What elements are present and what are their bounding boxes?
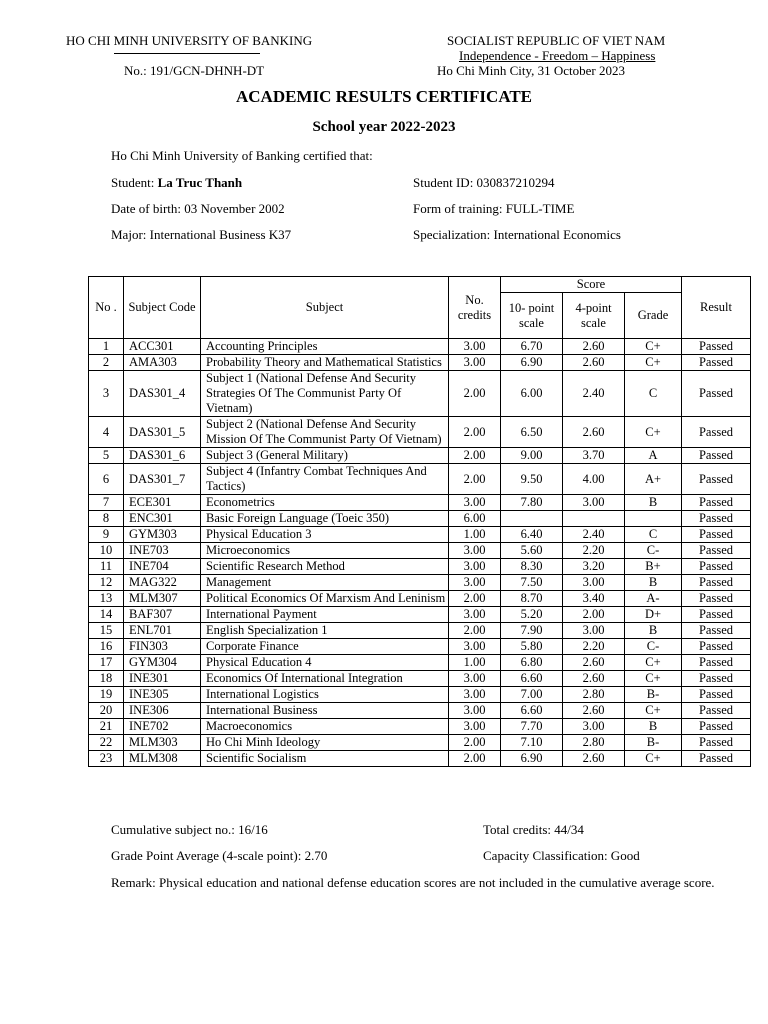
row-subject-code: DAS301_6 xyxy=(124,448,201,464)
row-grade: C+ xyxy=(625,751,682,767)
row-no: 6 xyxy=(89,464,124,495)
row-credits: 3.00 xyxy=(449,543,501,559)
row-10-point: 6.90 xyxy=(501,355,563,371)
row-10-point: 5.80 xyxy=(501,639,563,655)
row-credits: 2.00 xyxy=(449,623,501,639)
row-no: 23 xyxy=(89,751,124,767)
row-4-point: 3.00 xyxy=(563,495,625,511)
table-row xyxy=(89,751,751,767)
row-result: Passed xyxy=(682,751,751,767)
date-of-birth: Date of birth: 03 November 2002 xyxy=(111,201,285,216)
row-result: Passed xyxy=(682,464,751,495)
row-grade: C+ xyxy=(625,655,682,671)
table-row xyxy=(89,607,751,623)
school-year: School year 2022-2023 xyxy=(312,119,456,135)
row-credits: 2.00 xyxy=(449,417,501,448)
student-name: La Truc Thanh xyxy=(157,175,243,190)
table-row xyxy=(89,527,751,543)
table-row xyxy=(89,417,751,448)
capacity-classification: Capacity Classification: Good xyxy=(483,848,640,863)
row-grade: D+ xyxy=(625,607,682,623)
row-4-point: 3.00 xyxy=(563,623,625,639)
row-4-point: 2.60 xyxy=(563,417,625,448)
row-4-point: 2.60 xyxy=(563,655,625,671)
row-subject: Corporate Finance xyxy=(201,639,449,655)
row-subject: Scientific Socialism xyxy=(201,751,449,767)
row-grade: C+ xyxy=(625,671,682,687)
row-result: Passed xyxy=(682,607,751,623)
row-subject-code: ENC301 xyxy=(124,511,201,527)
row-10-point: 6.40 xyxy=(501,527,563,543)
row-credits: 3.00 xyxy=(449,703,501,719)
row-subject: International Logistics xyxy=(201,687,449,703)
row-no: 20 xyxy=(89,703,124,719)
row-10-point: 5.60 xyxy=(501,543,563,559)
row-result: Passed xyxy=(682,687,751,703)
row-subject-code: DAS301_7 xyxy=(124,464,201,495)
row-no: 10 xyxy=(89,543,124,559)
row-subject: Probability Theory and Mathematical Statistics xyxy=(201,355,449,371)
row-subject-code: ENL701 xyxy=(124,623,201,639)
row-subject: Physical Education 4 xyxy=(201,655,449,671)
row-grade: B xyxy=(625,719,682,735)
row-subject-code: INE306 xyxy=(124,703,201,719)
row-credits: 3.00 xyxy=(449,671,501,687)
row-grade: C- xyxy=(625,639,682,655)
table-row xyxy=(89,655,751,671)
table-row xyxy=(89,703,751,719)
row-no: 12 xyxy=(89,575,124,591)
row-subject: Scientific Research Method xyxy=(201,559,449,575)
row-subject: Subject 4 (Infantry Combat Techniques And Tactics) xyxy=(201,464,449,495)
document-number: No.: 191/GCN-DHNH-DT xyxy=(124,63,265,78)
row-no: 17 xyxy=(89,655,124,671)
header-4-point: 4-point scale xyxy=(563,293,625,339)
table-row xyxy=(89,511,751,527)
student-name-line xyxy=(111,175,242,191)
form-of-training: Form of training: FULL-TIME xyxy=(413,201,575,216)
row-subject: Ho Chi Minh Ideology xyxy=(201,735,449,751)
row-subject-code: DAS301_5 xyxy=(124,417,201,448)
major: Major: International Business K37 xyxy=(111,227,292,242)
row-subject: Microeconomics xyxy=(201,543,449,559)
row-10-point: 6.50 xyxy=(501,417,563,448)
table-row xyxy=(89,495,751,511)
row-10-point: 6.80 xyxy=(501,655,563,671)
row-result: Passed xyxy=(682,355,751,371)
row-10-point: 6.70 xyxy=(501,339,563,355)
row-no: 11 xyxy=(89,559,124,575)
row-no: 14 xyxy=(89,607,124,623)
row-subject-code: GYM303 xyxy=(124,527,201,543)
row-subject: Physical Education 3 xyxy=(201,527,449,543)
row-10-point: 7.70 xyxy=(501,719,563,735)
row-10-point: 7.90 xyxy=(501,623,563,639)
row-subject-code: INE301 xyxy=(124,671,201,687)
row-no: 1 xyxy=(89,339,124,355)
row-credits: 2.00 xyxy=(449,591,501,607)
certificate-title: ACADEMIC RESULTS CERTIFICATE xyxy=(235,87,533,106)
row-4-point xyxy=(563,511,625,527)
row-subject-code: MAG322 xyxy=(124,575,201,591)
row-result: Passed xyxy=(682,623,751,639)
row-subject-code: INE305 xyxy=(124,687,201,703)
row-4-point: 3.70 xyxy=(563,448,625,464)
row-10-point: 7.80 xyxy=(501,495,563,511)
row-10-point: 8.70 xyxy=(501,591,563,607)
row-no: 13 xyxy=(89,591,124,607)
row-result: Passed xyxy=(682,371,751,417)
row-subject-code: GYM304 xyxy=(124,655,201,671)
row-result: Passed xyxy=(682,719,751,735)
row-subject: Basic Foreign Language (Toeic 350) xyxy=(201,511,449,527)
total-credits: Total credits: 44/34 xyxy=(483,822,584,837)
row-result: Passed xyxy=(682,495,751,511)
row-10-point xyxy=(501,511,563,527)
row-result: Passed xyxy=(682,448,751,464)
table-row xyxy=(89,575,751,591)
row-credits: 2.00 xyxy=(449,735,501,751)
table-row xyxy=(89,464,751,495)
row-grade: A xyxy=(625,448,682,464)
row-grade xyxy=(625,511,682,527)
row-credits: 3.00 xyxy=(449,607,501,623)
header-no: No . xyxy=(89,277,124,339)
row-credits: 3.00 xyxy=(449,355,501,371)
certified-text: Ho Chi Minh University of Banking certified that: xyxy=(111,148,373,163)
row-credits: 1.00 xyxy=(449,655,501,671)
row-subject-code: INE704 xyxy=(124,559,201,575)
row-no: 19 xyxy=(89,687,124,703)
row-result: Passed xyxy=(682,575,751,591)
row-result: Passed xyxy=(682,417,751,448)
row-grade: C+ xyxy=(625,417,682,448)
row-4-point: 3.00 xyxy=(563,719,625,735)
row-subject: Subject 3 (General Military) xyxy=(201,448,449,464)
row-4-point: 3.00 xyxy=(563,575,625,591)
table-row xyxy=(89,339,751,355)
row-subject: Accounting Principles xyxy=(201,339,449,355)
row-4-point: 2.40 xyxy=(563,371,625,417)
row-result: Passed xyxy=(682,639,751,655)
row-4-point: 3.40 xyxy=(563,591,625,607)
table-row xyxy=(89,639,751,655)
header-result: Result xyxy=(682,277,751,339)
university-name: HO CHI MINH UNIVERSITY OF BANKING xyxy=(66,33,313,48)
header-grade: Grade xyxy=(625,293,682,339)
row-10-point: 9.00 xyxy=(501,448,563,464)
row-subject-code: AMA303 xyxy=(124,355,201,371)
cumulative-subjects: Cumulative subject no.: 16/16 xyxy=(111,822,268,837)
row-subject: International Payment xyxy=(201,607,449,623)
row-no: 4 xyxy=(89,417,124,448)
table-row xyxy=(89,448,751,464)
row-10-point: 6.60 xyxy=(501,703,563,719)
row-subject-code: INE702 xyxy=(124,719,201,735)
results-body xyxy=(89,339,751,767)
row-10-point: 6.00 xyxy=(501,371,563,417)
row-10-point: 6.60 xyxy=(501,671,563,687)
row-subject: International Business xyxy=(201,703,449,719)
row-10-point: 9.50 xyxy=(501,464,563,495)
table-row xyxy=(89,735,751,751)
row-grade: C+ xyxy=(625,339,682,355)
row-result: Passed xyxy=(682,591,751,607)
row-4-point: 2.80 xyxy=(563,735,625,751)
republic-name: SOCIALIST REPUBLIC OF VIET NAM xyxy=(447,33,666,48)
row-grade: C+ xyxy=(625,355,682,371)
row-no: 8 xyxy=(89,511,124,527)
row-result: Passed xyxy=(682,511,751,527)
row-4-point: 2.60 xyxy=(563,355,625,371)
row-grade: B xyxy=(625,575,682,591)
row-no: 16 xyxy=(89,639,124,655)
row-credits: 3.00 xyxy=(449,339,501,355)
row-grade: C xyxy=(625,371,682,417)
row-4-point: 3.20 xyxy=(563,559,625,575)
row-credits: 1.00 xyxy=(449,527,501,543)
results-table xyxy=(88,276,751,767)
table-row xyxy=(89,687,751,703)
row-4-point: 2.00 xyxy=(563,607,625,623)
row-no: 3 xyxy=(89,371,124,417)
row-subject-code: MLM303 xyxy=(124,735,201,751)
row-result: Passed xyxy=(682,703,751,719)
header-subject: Subject xyxy=(201,277,449,339)
row-no: 15 xyxy=(89,623,124,639)
remark: Remark: Physical education and national defense education scores are not included in the cumulative average score. xyxy=(111,875,715,890)
row-result: Passed xyxy=(682,339,751,355)
specialization: Specialization: International Economics xyxy=(413,227,621,242)
row-4-point: 2.40 xyxy=(563,527,625,543)
header-subject-code: Subject Code xyxy=(124,277,201,339)
row-4-point: 2.20 xyxy=(563,543,625,559)
row-4-point: 2.60 xyxy=(563,703,625,719)
row-grade: A+ xyxy=(625,464,682,495)
row-no: 9 xyxy=(89,527,124,543)
row-grade: C xyxy=(625,527,682,543)
row-grade: C+ xyxy=(625,703,682,719)
row-subject-code: INE703 xyxy=(124,543,201,559)
row-result: Passed xyxy=(682,527,751,543)
table-row xyxy=(89,543,751,559)
table-row xyxy=(89,371,751,417)
row-subject: Political Economics Of Marxism And Leninism xyxy=(201,591,449,607)
row-subject-code: BAF307 xyxy=(124,607,201,623)
student-id: Student ID: 030837210294 xyxy=(413,175,555,190)
row-subject: Subject 1 (National Defense And Security Strategies Of The Communist Party Of Vietnam) xyxy=(201,371,449,417)
row-10-point: 8.30 xyxy=(501,559,563,575)
row-no: 5 xyxy=(89,448,124,464)
row-credits: 6.00 xyxy=(449,511,501,527)
table-row xyxy=(89,559,751,575)
row-credits: 3.00 xyxy=(449,687,501,703)
row-4-point: 2.60 xyxy=(563,751,625,767)
row-no: 2 xyxy=(89,355,124,371)
table-row xyxy=(89,671,751,687)
row-4-point: 2.80 xyxy=(563,687,625,703)
row-10-point: 7.00 xyxy=(501,687,563,703)
row-result: Passed xyxy=(682,655,751,671)
row-no: 7 xyxy=(89,495,124,511)
row-subject: Economics Of International Integration xyxy=(201,671,449,687)
row-grade: C- xyxy=(625,543,682,559)
header-score: Score xyxy=(501,277,682,293)
row-4-point: 4.00 xyxy=(563,464,625,495)
row-grade: A- xyxy=(625,591,682,607)
row-credits: 2.00 xyxy=(449,448,501,464)
table-row xyxy=(89,355,751,371)
row-subject-code: ACC301 xyxy=(124,339,201,355)
row-subject: Macroeconomics xyxy=(201,719,449,735)
row-subject: English Specialization 1 xyxy=(201,623,449,639)
place-date: Ho Chi Minh City, 31 October 2023 xyxy=(437,63,626,78)
row-credits: 3.00 xyxy=(449,559,501,575)
row-10-point: 7.10 xyxy=(501,735,563,751)
row-no: 22 xyxy=(89,735,124,751)
row-credits: 3.00 xyxy=(449,639,501,655)
row-grade: B- xyxy=(625,735,682,751)
row-credits: 2.00 xyxy=(449,751,501,767)
table-row xyxy=(89,719,751,735)
student-name-label: Student: xyxy=(111,175,158,190)
row-subject-code: FIN303 xyxy=(124,639,201,655)
row-subject-code: DAS301_4 xyxy=(124,371,201,417)
row-grade: B- xyxy=(625,687,682,703)
row-subject: Econometrics xyxy=(201,495,449,511)
header-credits: No. credits xyxy=(449,277,501,339)
row-result: Passed xyxy=(682,735,751,751)
row-grade: B+ xyxy=(625,559,682,575)
row-result: Passed xyxy=(682,559,751,575)
row-no: 18 xyxy=(89,671,124,687)
table-row xyxy=(89,591,751,607)
row-4-point: 2.60 xyxy=(563,339,625,355)
header-10-point: 10- point scale xyxy=(501,293,563,339)
row-subject-code: MLM308 xyxy=(124,751,201,767)
row-no: 21 xyxy=(89,719,124,735)
national-motto: Independence - Freedom – Happiness xyxy=(459,48,656,63)
row-result: Passed xyxy=(682,671,751,687)
row-subject: Subject 2 (National Defense And Security Mission Of The Communist Party Of Vietnam) xyxy=(201,417,449,448)
row-subject-code: ECE301 xyxy=(124,495,201,511)
row-credits: 2.00 xyxy=(449,464,501,495)
row-4-point: 2.60 xyxy=(563,671,625,687)
grade-point-average: Grade Point Average (4-scale point): 2.70 xyxy=(111,848,328,863)
row-subject: Management xyxy=(201,575,449,591)
row-credits: 3.00 xyxy=(449,719,501,735)
row-credits: 3.00 xyxy=(449,575,501,591)
row-credits: 3.00 xyxy=(449,495,501,511)
row-result: Passed xyxy=(682,543,751,559)
row-10-point: 7.50 xyxy=(501,575,563,591)
row-4-point: 2.20 xyxy=(563,639,625,655)
row-subject-code: MLM307 xyxy=(124,591,201,607)
row-credits: 2.00 xyxy=(449,371,501,417)
row-10-point: 6.90 xyxy=(501,751,563,767)
row-grade: B xyxy=(625,495,682,511)
table-row xyxy=(89,623,751,639)
row-grade: B xyxy=(625,623,682,639)
university-underline xyxy=(114,53,260,54)
row-10-point: 5.20 xyxy=(501,607,563,623)
